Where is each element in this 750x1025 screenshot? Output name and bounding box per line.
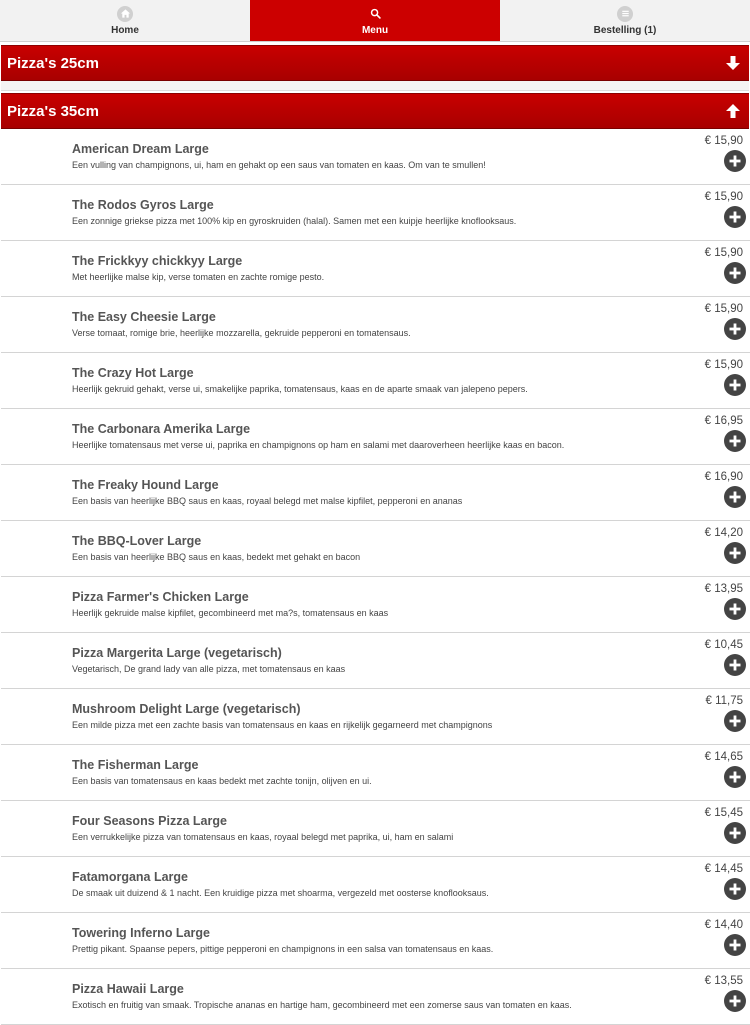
plus-icon [728,938,742,952]
item-name: Pizza Margerita Large (vegetarisch) [72,646,282,660]
section-pizzas-35cm[interactable] [1,93,749,129]
item-description: Een vulling van champignons, ui, ham en gehakt op een saus van tomaten en kaas. Om van te smullen! [72,160,486,170]
menu-item-list [0,129,750,1025]
plus-icon [728,826,742,840]
item-name: The Crazy Hot Large [72,366,194,380]
plus-icon [728,882,742,896]
add-to-order-button[interactable] [724,710,746,732]
item-description: Prettig pikant. Spaanse pepers, pittige pepperoni en champignons in een salsa van tomatensaus en kaas. [72,944,494,954]
item-description: Met heerlijke malse kip, verse tomaten en zachte romige pesto. [72,272,325,282]
menu-item[interactable] [1,297,750,353]
item-name: The BBQ-Lover Large [72,534,202,548]
item-price: € 16,90 [704,471,743,483]
add-to-order-button[interactable] [724,374,746,396]
plus-icon [728,266,742,280]
add-to-order-button[interactable] [724,990,746,1012]
add-to-order-button[interactable] [724,878,746,900]
item-price: € 13,95 [704,583,743,595]
item-description: Verse tomaat, romige brie, heerlijke mozzarella, gekruide pepperoni en tomatensaus. [72,328,411,338]
arrow-up-icon [723,101,743,121]
item-name: American Dream Large [72,142,209,156]
item-price: € 13,55 [704,975,743,987]
item-description: Een basis van heerlijke BBQ saus en kaas, royaal belegd met malse kipfilet, pepperoni en ananas [72,496,463,506]
item-description: De smaak uit duizend & 1 nacht. Een kruidige pizza met shoarma, vergezeld met oosterse knoflooksaus. [72,888,489,898]
menu-item[interactable] [1,801,750,857]
item-description: Een milde pizza met een zachte basis van tomatensaus en kaas en rijkelijk gegarneerd met champignons [72,720,493,730]
item-description: Heerlijk gekruide malse kipfilet, gecombineerd met ma?s, tomatensaus en kaas [72,608,389,618]
arrow-down-icon [723,53,743,73]
item-price: € 15,90 [704,303,743,315]
plus-icon [728,490,742,504]
plus-icon [728,154,742,168]
item-name: Mushroom Delight Large (vegetarisch) [72,702,301,716]
plus-icon [728,378,742,392]
plus-icon [728,994,742,1008]
section-gap [1,81,749,91]
item-name: The Carbonara Amerika Large [72,422,251,436]
add-to-order-button[interactable] [724,486,746,508]
add-to-order-button[interactable] [724,318,746,340]
home-icon [117,6,133,22]
section-title: Pizza's 25cm [7,54,99,72]
section-pizzas-25cm[interactable] [1,45,749,81]
tab-menu-label: Menu [361,24,389,36]
item-price: € 16,95 [704,415,743,427]
menu-item[interactable] [1,185,750,241]
item-name: The Fisherman Large [72,758,199,772]
add-to-order-button[interactable] [724,430,746,452]
add-to-order-button[interactable] [724,766,746,788]
menu-item[interactable] [1,577,750,633]
menu-item[interactable] [1,633,750,689]
plus-icon [728,322,742,336]
list-icon [617,6,633,22]
item-description: Een zonnige griekse pizza met 100% kip en gyroskruiden (halal). Samen met een kuipje heerlijke knoflooksaus. [72,216,517,226]
menu-item[interactable] [1,969,750,1025]
item-price: € 15,90 [704,359,743,371]
menu-item[interactable] [1,745,750,801]
add-to-order-button[interactable] [724,598,746,620]
tab-bestelling[interactable] [500,0,750,41]
item-name: The Frickkyy chickkyy Large [72,254,243,268]
plus-icon [728,434,742,448]
plus-icon [728,770,742,784]
item-price: € 15,90 [704,247,743,259]
menu-item[interactable] [1,857,750,913]
item-description: Een basis van tomatensaus en kaas bedekt met zachte tonijn, olijven en ui. [72,776,372,786]
item-price: € 14,20 [704,527,743,539]
item-name: The Rodos Gyros Large [72,198,214,212]
menu-item[interactable] [1,353,750,409]
tab-home-label: Home [111,24,139,36]
menu-item[interactable] [1,689,750,745]
item-price: € 11,75 [705,695,743,707]
add-to-order-button[interactable] [724,822,746,844]
item-description: Exotisch en fruitig van smaak. Tropische ananas en hartige ham, gecombineerd met een zomerse saus van tomaten en kaas. [72,1000,572,1010]
item-price: € 15,90 [704,191,743,203]
tab-menu[interactable] [250,0,500,41]
add-to-order-button[interactable] [724,262,746,284]
menu-item[interactable] [1,465,750,521]
item-name: The Freaky Hound Large [72,478,219,492]
item-name: Fatamorgana Large [72,870,189,884]
search-icon [367,6,383,22]
item-name: Pizza Hawaii Large [72,982,184,996]
add-to-order-button[interactable] [724,934,746,956]
menu-item[interactable] [1,241,750,297]
item-name: Four Seasons Pizza Large [72,814,227,828]
item-price: € 15,45 [704,807,743,819]
tab-bar [0,0,750,42]
plus-icon [728,658,742,672]
menu-item[interactable] [1,129,750,185]
item-price: € 14,65 [704,751,743,763]
tab-bestelling-label: Bestelling (1) [593,24,657,36]
item-name: Towering Inferno Large [72,926,210,940]
item-price: € 15,90 [704,135,743,147]
item-name: The Easy Cheesie Large [72,310,216,324]
plus-icon [728,210,742,224]
item-description: Heerlijk gekruid gehakt, verse ui, smakelijke paprika, tomatensaus, kaas en de aparte smaak van jalepeno pepers. [72,384,528,394]
item-price: € 10,45 [704,639,743,651]
add-to-order-button[interactable] [724,654,746,676]
item-description: Vegetarisch, De grand lady van alle pizza, met tomatensaus en kaas [72,664,346,674]
plus-icon [728,546,742,560]
add-to-order-button[interactable] [724,542,746,564]
item-description: Een basis van heerlijke BBQ saus en kaas, bedekt met gehakt en bacon [72,552,361,562]
tab-home[interactable] [0,0,250,41]
item-description: Een verrukkelijke pizza van tomatensaus en kaas, royaal belegd met paprika, ui, ham en salami [72,832,454,842]
plus-icon [728,714,742,728]
add-to-order-button[interactable] [724,206,746,228]
menu-item[interactable] [1,521,750,577]
plus-icon [728,602,742,616]
item-price: € 14,45 [704,863,743,875]
section-title: Pizza's 35cm [7,102,99,120]
menu-item[interactable] [1,409,750,465]
item-description: Heerlijke tomatensaus met verse ui, paprika en champignons op ham en salami met daaroverheen heerlijke kaas en bacon. [72,440,565,450]
add-to-order-button[interactable] [724,150,746,172]
item-price: € 14,40 [704,919,743,931]
item-name: Pizza Farmer's Chicken Large [72,590,249,604]
menu-item[interactable] [1,913,750,969]
